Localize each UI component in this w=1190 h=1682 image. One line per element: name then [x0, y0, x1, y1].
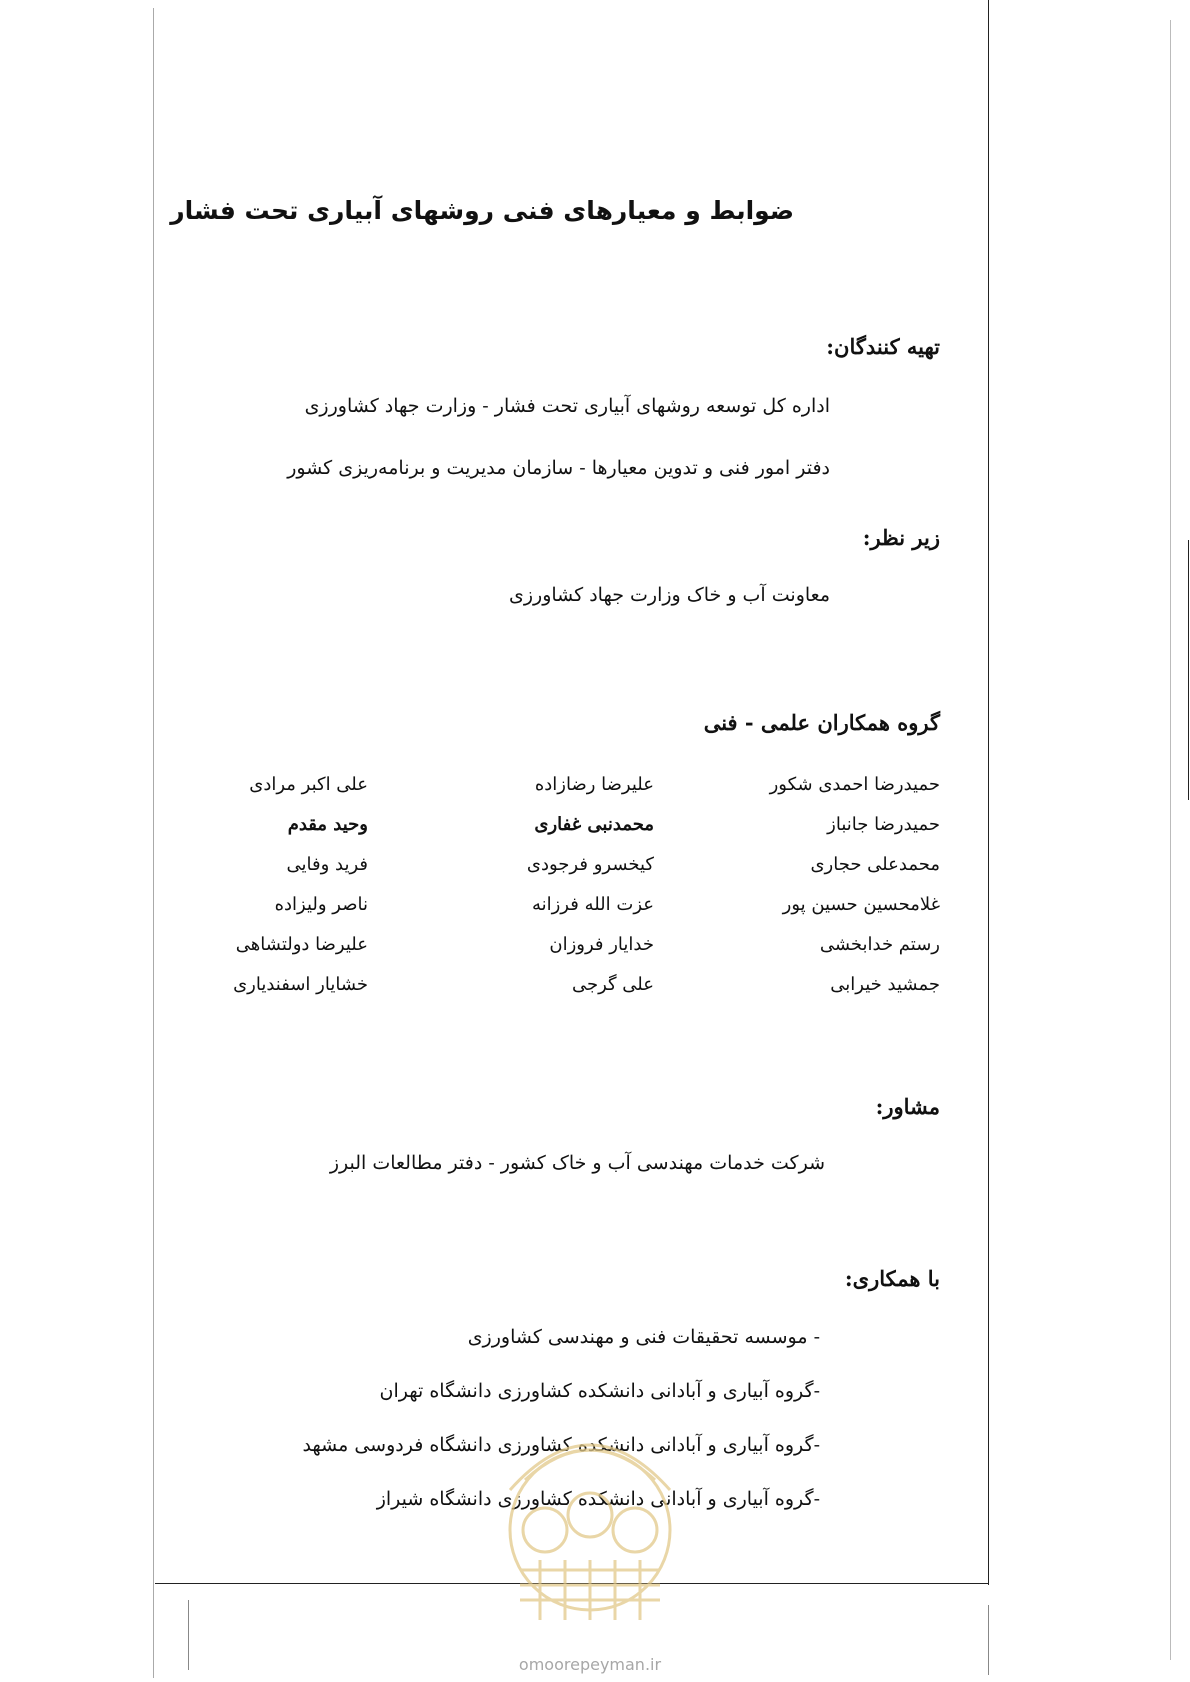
- team-member: علی اکبر مرادی: [249, 774, 368, 795]
- team-member: علی گرجی: [571, 974, 654, 995]
- team-member: ناصر ولیزاده: [274, 894, 368, 915]
- collaboration-line: - موسسه تحقیقات فنی و مهندسی کشاورزی: [467, 1326, 820, 1348]
- prepared-by-line: اداره کل توسعه روشهای آبیاری تحت فشار - وزارت جهاد کشاورزی: [304, 395, 830, 417]
- team-member: محمدعلی حجاری: [810, 854, 940, 875]
- frame-line-left: [153, 8, 154, 1678]
- team-member: علیرضا رضازاده: [534, 774, 654, 795]
- team-member: کیخسرو فرجودی: [526, 854, 654, 875]
- team-member: حمیدرضا احمدی شکور: [769, 774, 940, 795]
- frame-line-right: [988, 0, 989, 1585]
- team-member: عزت الله فرزانه: [531, 894, 654, 915]
- frame-tick-bottom-left: [188, 1600, 189, 1670]
- prepared-by-line: دفتر امور فنی و تدوین معیارها - سازمان مدیریت و برنامه‌ریزی کشور: [287, 457, 830, 479]
- supervision-heading: زیر نظر:: [862, 525, 940, 550]
- team-member: غلامحسین حسین پور: [782, 894, 940, 915]
- team-member: فرید وفایی: [286, 854, 368, 875]
- collaboration-line: -گروه آبیاری و آبادانی دانشکده کشاورزی دانشگاه فردوسی مشهد: [302, 1434, 820, 1456]
- team-member: رستم خدابخشی: [819, 934, 940, 955]
- team-member: خشایار اسفندیاری: [233, 974, 368, 995]
- omoorepeyman-logo-icon: [470, 1380, 710, 1650]
- team-member: خدایار فروزان: [549, 934, 654, 955]
- team-member: جمشید خیرابی: [830, 974, 940, 995]
- team-member: حمیدرضا جانباز: [827, 814, 940, 835]
- document-title: ضوابط و معیارهای فنی روشهای آبیاری تحت فشار: [170, 196, 794, 225]
- frame-mark-right: [1188, 540, 1189, 800]
- team-heading: گروه همکاران علمی - فنی: [703, 710, 940, 735]
- supervision-line: معاونت آب و خاک وزارت جهاد کشاورزی: [509, 584, 830, 606]
- watermark-url: omoorepeyman.ir: [518, 1655, 662, 1674]
- frame-tick-bottom-right: [988, 1605, 989, 1675]
- collaboration-heading: با همکاری:: [844, 1266, 940, 1291]
- advisor-line: شرکت خدمات مهندسی آب و خاک کشور - دفتر مطالعات البرز: [329, 1152, 825, 1174]
- team-member: علیرضا دولتشاهی: [235, 934, 368, 955]
- team-member: محمدنبی غفاری: [534, 814, 654, 835]
- frame-line-outer-right: [1170, 20, 1171, 1660]
- collaboration-line: -گروه آبیاری و آبادانی دانشکده کشاورزی دانشگاه تهران: [379, 1380, 820, 1402]
- collaboration-line: -گروه آبیاری و آبادانی دانشکده کشاورزی دانشگاه شیراز: [376, 1488, 820, 1510]
- advisor-heading: مشاور:: [875, 1094, 940, 1119]
- team-member: وحید مقدم: [287, 814, 368, 835]
- prepared-by-heading: تهیه کنندگان:: [826, 334, 940, 359]
